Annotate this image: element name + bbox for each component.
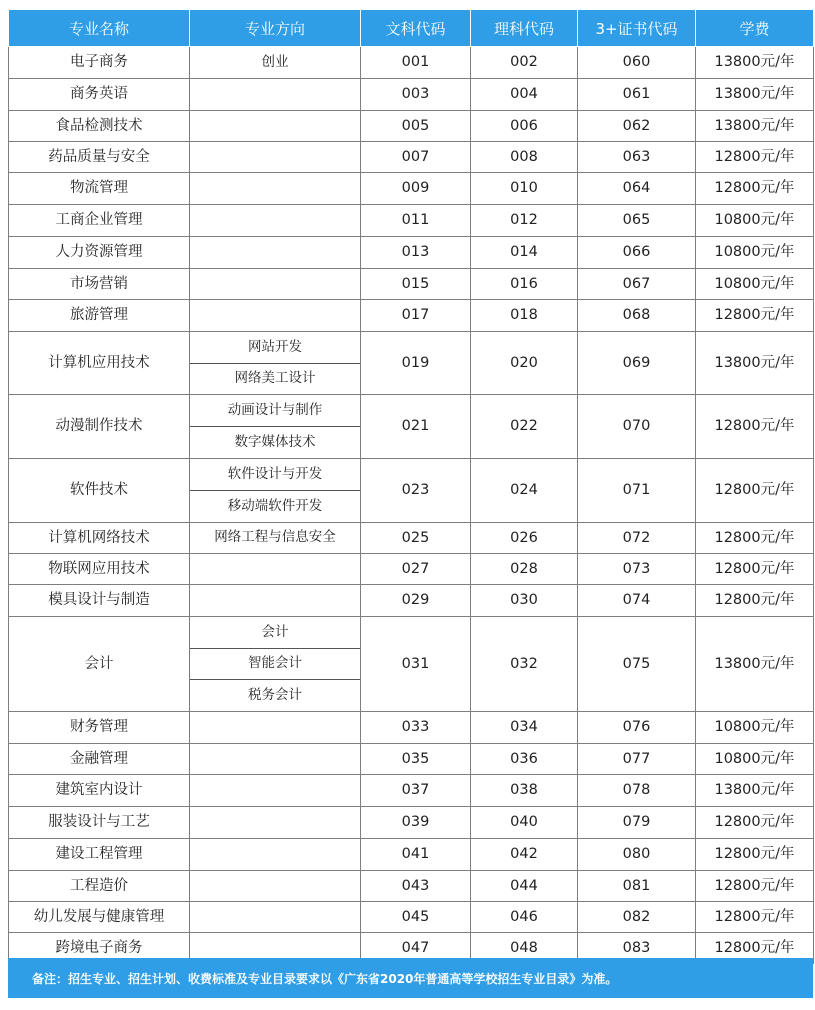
header-arts-code: 文科代码 (361, 10, 471, 47)
footer-note: 备注：招生专业、招生计划、收费标准及专业目录要求以《广东省2020年普通高等学校招生专业目录》为准。 (8, 958, 813, 998)
tuition-cell: 12800元/年 (696, 871, 814, 902)
cert-code-cell: 064 (578, 173, 696, 205)
table-row (9, 839, 814, 871)
header-cert-code: 3+证书代码 (578, 10, 696, 47)
arts-code-cell: 011 (361, 205, 471, 237)
arts-code-cell: 031 (361, 617, 471, 712)
cert-code-cell: 060 (578, 47, 696, 79)
table-row (9, 775, 814, 807)
science-code-cell: 030 (471, 585, 578, 617)
table-row (9, 523, 814, 554)
tuition-cell: 12800元/年 (696, 554, 814, 585)
direction-cell (190, 237, 361, 269)
table-row (9, 585, 814, 617)
tuition-cell: 13800元/年 (696, 47, 814, 79)
cert-code-cell: 077 (578, 744, 696, 775)
science-code-cell: 016 (471, 269, 578, 300)
header-tuition: 学费 (696, 10, 814, 47)
arts-code-cell: 009 (361, 173, 471, 205)
major-name-cell: 建筑室内设计 (9, 775, 190, 807)
major-name-cell: 人力资源管理 (9, 237, 190, 269)
header-direction: 专业方向 (190, 10, 361, 47)
arts-code-cell: 041 (361, 839, 471, 871)
arts-code-cell: 015 (361, 269, 471, 300)
major-name-cell: 跨境电子商务 (9, 933, 190, 964)
table-body (9, 47, 814, 964)
science-code-cell: 024 (471, 459, 578, 523)
table-row (9, 459, 814, 523)
direction-cell (190, 902, 361, 933)
direction-cell: 创业 (190, 47, 361, 79)
tuition-cell: 12800元/年 (696, 807, 814, 839)
table-header-row (9, 10, 814, 47)
direction-list (190, 617, 360, 711)
science-code-cell: 040 (471, 807, 578, 839)
tuition-cell: 13800元/年 (696, 332, 814, 395)
table-row (9, 807, 814, 839)
cert-code-cell: 075 (578, 617, 696, 712)
direction-cell (190, 554, 361, 585)
direction-cell (190, 142, 361, 173)
major-name-cell: 动漫制作技术 (9, 395, 190, 459)
science-code-cell: 014 (471, 237, 578, 269)
arts-code-cell: 027 (361, 554, 471, 585)
tuition-cell: 12800元/年 (696, 902, 814, 933)
cert-code-cell: 076 (578, 712, 696, 744)
cert-code-cell: 071 (578, 459, 696, 523)
direction-item: 网络美工设计 (234, 370, 316, 386)
major-name-cell: 服装设计与工艺 (9, 807, 190, 839)
header-major-name: 专业名称 (9, 10, 190, 47)
cert-code-cell: 065 (578, 205, 696, 237)
direction-cell (190, 269, 361, 300)
tuition-cell: 10800元/年 (696, 269, 814, 300)
cert-code-cell: 062 (578, 111, 696, 142)
science-code-cell: 026 (471, 523, 578, 554)
arts-code-cell: 013 (361, 237, 471, 269)
arts-code-cell: 023 (361, 459, 471, 523)
major-name-cell: 工程造价 (9, 871, 190, 902)
table-row (9, 237, 814, 269)
cert-code-cell: 070 (578, 395, 696, 459)
major-name-cell: 物流管理 (9, 173, 190, 205)
arts-code-cell: 033 (361, 712, 471, 744)
tuition-cell: 12800元/年 (696, 933, 814, 964)
science-code-cell: 032 (471, 617, 578, 712)
arts-code-cell: 035 (361, 744, 471, 775)
science-code-cell: 018 (471, 300, 578, 332)
cert-code-cell: 073 (578, 554, 696, 585)
science-code-cell: 008 (471, 142, 578, 173)
tuition-cell: 13800元/年 (696, 617, 814, 712)
tuition-cell: 12800元/年 (696, 300, 814, 332)
science-code-cell: 004 (471, 79, 578, 111)
direction-list (190, 332, 360, 394)
direction-cell (190, 617, 361, 712)
tuition-cell: 10800元/年 (696, 205, 814, 237)
science-code-cell: 006 (471, 111, 578, 142)
cert-code-cell: 083 (578, 933, 696, 964)
direction-cell (190, 300, 361, 332)
direction-item: 智能会计 (190, 649, 360, 681)
major-name-cell: 模具设计与制造 (9, 585, 190, 617)
major-table (8, 9, 814, 964)
direction-item: 动画设计与制作 (190, 395, 360, 427)
major-name-cell: 建设工程管理 (9, 839, 190, 871)
science-code-cell: 020 (471, 332, 578, 395)
science-code-cell: 036 (471, 744, 578, 775)
table-row (9, 111, 814, 142)
science-code-cell: 048 (471, 933, 578, 964)
tuition-cell: 13800元/年 (696, 79, 814, 111)
major-name-cell: 市场营销 (9, 269, 190, 300)
tuition-cell: 12800元/年 (696, 395, 814, 459)
major-name-cell: 财务管理 (9, 712, 190, 744)
major-name-cell: 计算机应用技术 (9, 332, 190, 395)
science-code-cell: 042 (471, 839, 578, 871)
arts-code-cell: 045 (361, 902, 471, 933)
major-name-cell: 药品质量与安全 (9, 142, 190, 173)
table-row (9, 902, 814, 933)
cert-code-cell: 074 (578, 585, 696, 617)
arts-code-cell: 043 (361, 871, 471, 902)
direction-cell (190, 744, 361, 775)
table-row (9, 173, 814, 205)
science-code-cell: 010 (471, 173, 578, 205)
cert-code-cell: 069 (578, 332, 696, 395)
direction-cell: 网络工程与信息安全 (190, 523, 361, 554)
major-name-cell: 物联网应用技术 (9, 554, 190, 585)
tuition-cell: 13800元/年 (696, 111, 814, 142)
major-name-cell: 会计 (9, 617, 190, 712)
direction-item: 软件设计与开发 (190, 459, 360, 491)
direction-cell (190, 712, 361, 744)
arts-code-cell: 021 (361, 395, 471, 459)
arts-code-cell: 047 (361, 933, 471, 964)
table-row (9, 47, 814, 79)
tuition-cell: 13800元/年 (696, 775, 814, 807)
cert-code-cell: 063 (578, 142, 696, 173)
tuition-cell: 10800元/年 (696, 237, 814, 269)
major-name-cell: 软件技术 (9, 459, 190, 523)
arts-code-cell: 007 (361, 142, 471, 173)
tuition-cell: 12800元/年 (696, 523, 814, 554)
direction-cell (190, 839, 361, 871)
cert-code-cell: 066 (578, 237, 696, 269)
tuition-cell: 12800元/年 (696, 585, 814, 617)
cert-code-cell: 061 (578, 79, 696, 111)
major-name-cell: 计算机网络技术 (9, 523, 190, 554)
arts-code-cell: 003 (361, 79, 471, 111)
cert-code-cell: 068 (578, 300, 696, 332)
direction-list (190, 395, 360, 458)
tuition-cell: 12800元/年 (696, 459, 814, 523)
arts-code-cell: 037 (361, 775, 471, 807)
cert-code-cell: 072 (578, 523, 696, 554)
direction-cell (190, 79, 361, 111)
table-row (9, 744, 814, 775)
cert-code-cell: 080 (578, 839, 696, 871)
table-row (9, 79, 814, 111)
table-row (9, 554, 814, 585)
direction-item: 移动端软件开发 (227, 497, 323, 514)
direction-cell (190, 111, 361, 142)
tuition-cell: 12800元/年 (696, 839, 814, 871)
tuition-cell: 12800元/年 (696, 173, 814, 205)
direction-cell (190, 585, 361, 617)
cert-code-cell: 081 (578, 871, 696, 902)
science-code-cell: 028 (471, 554, 578, 585)
arts-code-cell: 017 (361, 300, 471, 332)
table-row (9, 300, 814, 332)
direction-cell (190, 173, 361, 205)
major-name-cell: 工商企业管理 (9, 205, 190, 237)
direction-item: 数字媒体技术 (234, 433, 316, 450)
science-code-cell: 038 (471, 775, 578, 807)
direction-cell (190, 807, 361, 839)
major-name-cell: 旅游管理 (9, 300, 190, 332)
direction-item: 税务会计 (248, 686, 302, 703)
science-code-cell: 022 (471, 395, 578, 459)
major-name-cell: 食品检测技术 (9, 111, 190, 142)
table-row (9, 142, 814, 173)
science-code-cell: 044 (471, 871, 578, 902)
table-row (9, 871, 814, 902)
arts-code-cell: 039 (361, 807, 471, 839)
table-row (9, 712, 814, 744)
direction-item: 网站开发 (190, 332, 360, 364)
direction-cell (190, 205, 361, 237)
direction-cell (190, 459, 361, 523)
table-row (9, 395, 814, 459)
science-code-cell: 034 (471, 712, 578, 744)
cert-code-cell: 078 (578, 775, 696, 807)
arts-code-cell: 005 (361, 111, 471, 142)
major-name-cell: 商务英语 (9, 79, 190, 111)
table-row (9, 205, 814, 237)
tuition-cell: 10800元/年 (696, 712, 814, 744)
direction-cell (190, 871, 361, 902)
arts-code-cell: 025 (361, 523, 471, 554)
major-name-cell: 幼儿发展与健康管理 (9, 902, 190, 933)
major-name-cell: 金融管理 (9, 744, 190, 775)
science-code-cell: 002 (471, 47, 578, 79)
header-science-code: 理科代码 (471, 10, 578, 47)
arts-code-cell: 029 (361, 585, 471, 617)
direction-cell (190, 395, 361, 459)
direction-item: 会计 (190, 617, 360, 649)
science-code-cell: 012 (471, 205, 578, 237)
arts-code-cell: 001 (361, 47, 471, 79)
tuition-cell: 10800元/年 (696, 744, 814, 775)
direction-list (190, 459, 360, 522)
cert-code-cell: 079 (578, 807, 696, 839)
cert-code-cell: 082 (578, 902, 696, 933)
science-code-cell: 046 (471, 902, 578, 933)
table-row (9, 332, 814, 395)
direction-cell (190, 332, 361, 395)
table-row (9, 617, 814, 712)
table-row (9, 269, 814, 300)
tuition-cell: 12800元/年 (696, 142, 814, 173)
cert-code-cell: 067 (578, 269, 696, 300)
major-name-cell: 电子商务 (9, 47, 190, 79)
arts-code-cell: 019 (361, 332, 471, 395)
direction-cell (190, 775, 361, 807)
